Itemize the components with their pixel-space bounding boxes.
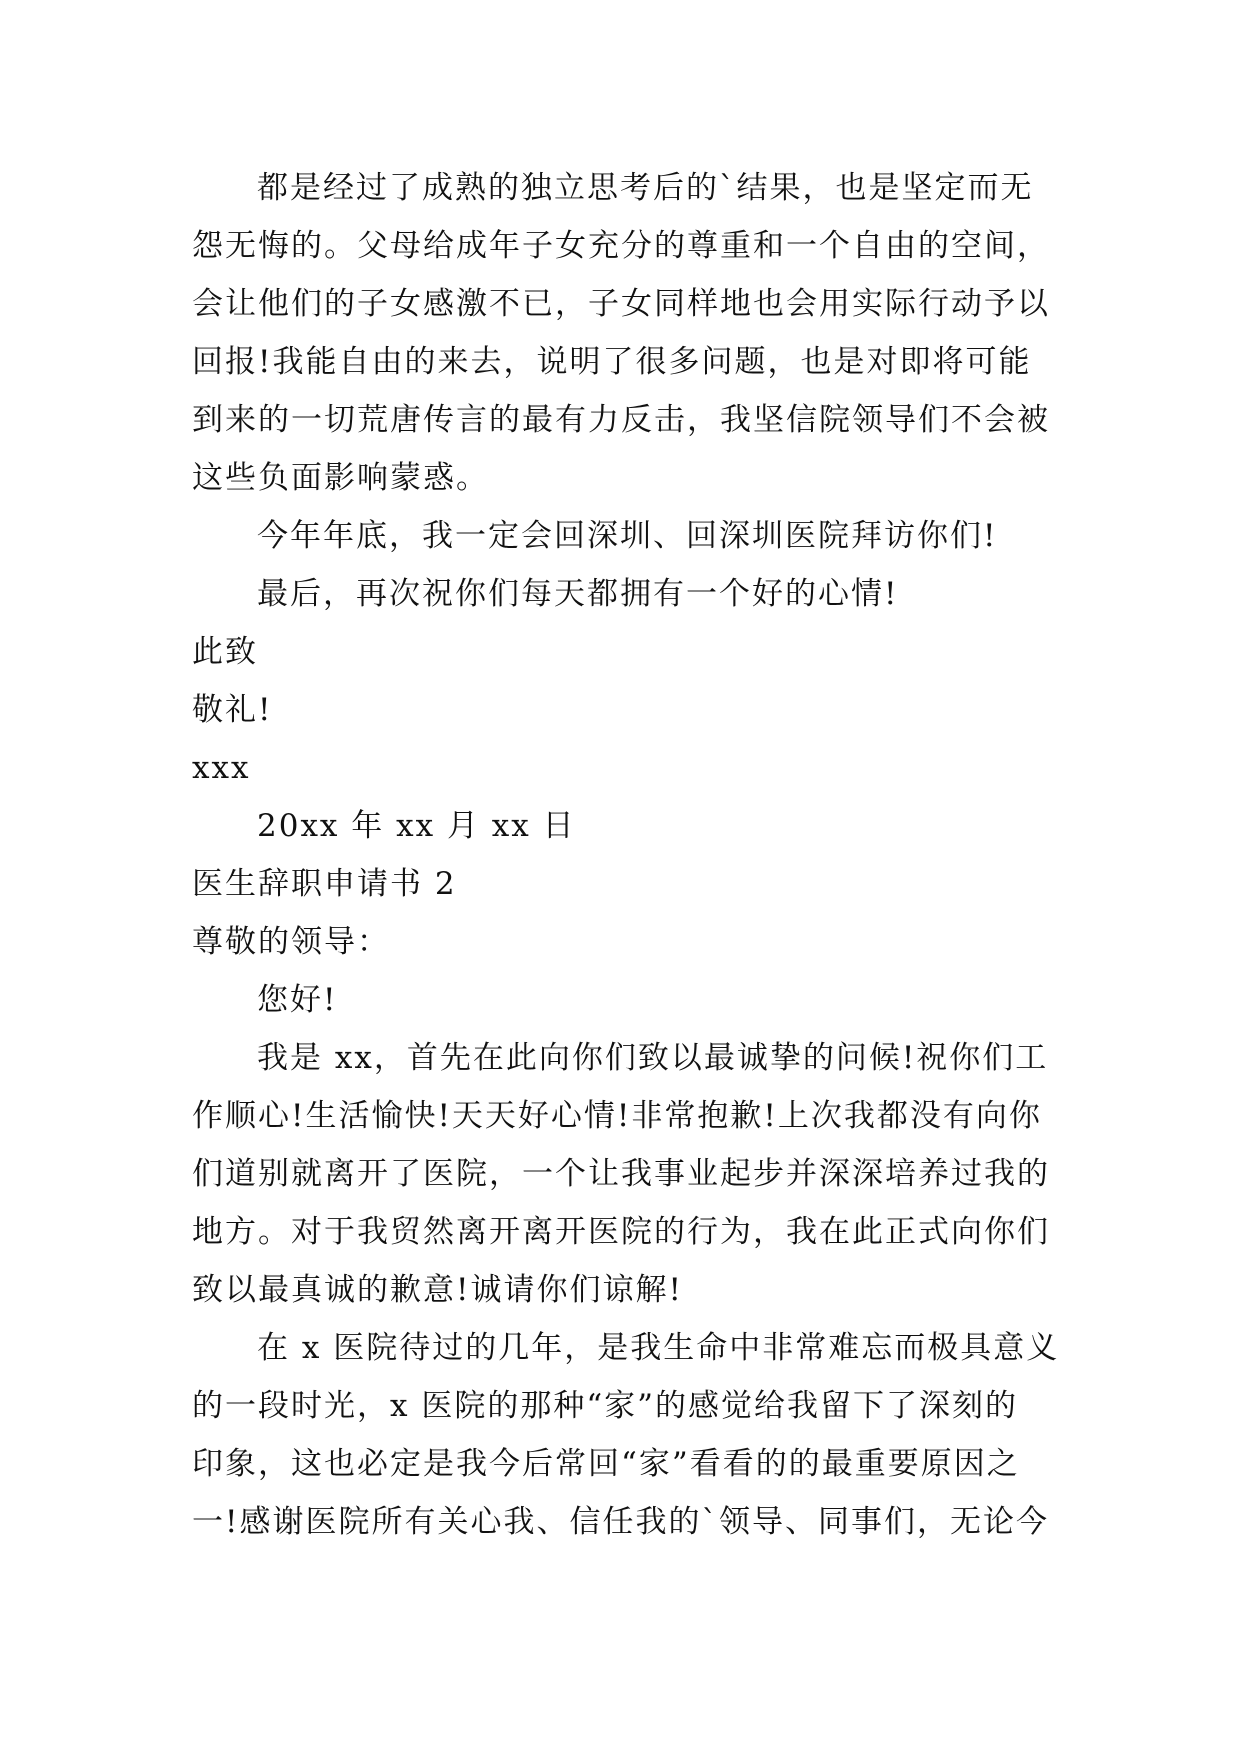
text-line: 到来的一切荒唐传言的最有力反击，我坚信院领导们不会被 <box>192 402 1050 438</box>
text-line: 一!感谢医院所有关心我、信任我的`领导、同事们，无论今 <box>192 1504 1049 1540</box>
text-line: 的一段时光，x 医院的那种“家”的感觉给我留下了深刻的 <box>192 1388 1019 1424</box>
text-line: 怨无悔的。父母给成年子女充分的尊重和一个自由的空间， <box>192 228 1050 264</box>
text-line: 会让他们的子女感激不已，子女同样地也会用实际行动予以 <box>192 286 1050 322</box>
greeting: 尊敬的领导： <box>192 924 390 960</box>
signature: xxx <box>192 750 251 786</box>
date-line: 20xx 年 xx 月 xx 日 <box>257 808 576 844</box>
text-line: 在 x 医院待过的几年，是我生命中非常难忘而极具意义 <box>257 1330 1060 1366</box>
hello-line: 您好! <box>257 982 338 1018</box>
text-line: 们道别就离开了医院，一个让我事业起步并深深培养过我的 <box>192 1156 1050 1192</box>
text-line: 回报!我能自由的来去，说明了很多问题，也是对即将可能 <box>192 344 1032 380</box>
section-title: 医生辞职申请书 2 <box>192 866 457 902</box>
text-line: 地方。对于我贸然离开离开医院的行为，我在此正式向你们 <box>192 1214 1050 1250</box>
text-line: 今年年底，我一定会回深圳、回深圳医院拜访你们! <box>257 518 998 554</box>
closing-salutation: 此致 <box>192 634 258 670</box>
text-line: 印象，这也必定是我今后常回“家”看看的的最重要原因之 <box>192 1446 1020 1482</box>
closing-regards: 敬礼! <box>192 692 273 728</box>
text-line: 这些负面影响蒙惑。 <box>192 460 489 496</box>
text-line: 最后，再次祝你们每天都拥有一个好的心情! <box>257 576 899 612</box>
text-line: 致以最真诚的歉意!诚请你们谅解! <box>192 1272 683 1308</box>
text-line: 都是经过了成熟的独立思考后的`结果，也是坚定而无 <box>257 170 1034 206</box>
text-line: 我是 xx，首先在此向你们致以最诚挚的问候!祝你们工 <box>257 1040 1049 1076</box>
text-line: 作顺心!生活愉快!天天好心情!非常抱歉!上次我都没有向你 <box>192 1098 1042 1134</box>
